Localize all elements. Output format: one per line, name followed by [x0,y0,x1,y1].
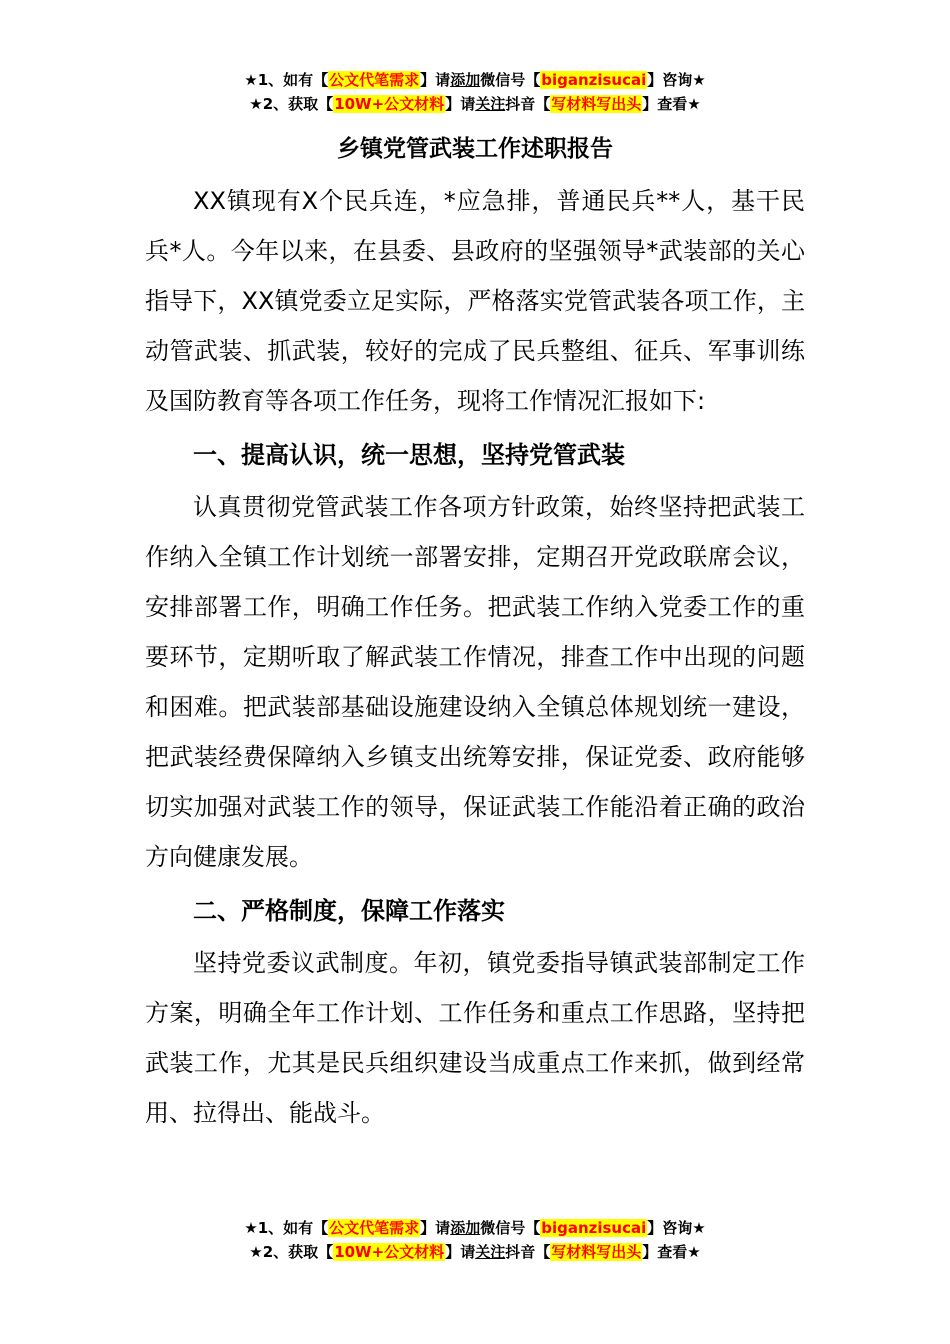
promo-text: 】查看★ [642,95,701,113]
promo-text: 】请 [445,1243,476,1261]
promo-highlight: 公文代笔需求 [329,71,420,89]
promo-highlight: 公文代笔需求 [329,1219,420,1237]
promo-line-2 [0,1240,950,1264]
promo-highlight: 写材料写出头 [551,1243,642,1261]
promo-line-1 [0,1216,950,1240]
promo-text: ★1、如有【 [244,1219,329,1237]
promo-text: 】咨询★ [647,1219,706,1237]
promo-line-1 [0,68,950,92]
promo-underlined: 关注 [475,95,506,113]
promo-underlined: 添加 [450,71,481,89]
promo-text: 】查看★ [642,1243,701,1261]
promo-text: 】请 [445,95,476,113]
document-body [145,176,805,1138]
promo-text: 】请 [420,1219,451,1237]
promo-text: ★2、获取【 [249,1243,334,1261]
section-2-heading: 二、严格制度，保障工作落实 [193,897,505,925]
promo-text: ★2、获取【 [249,95,334,113]
promo-underlined: 添加 [450,1219,481,1237]
promo-text: 微信号【 [480,71,541,89]
promo-highlight: biganzisucai [541,71,647,89]
promo-text: 微信号【 [480,1219,541,1237]
promo-text: 抖音【 [505,1243,551,1261]
promo-highlight: 写材料写出头 [551,95,642,113]
document-title: 乡镇党管武装工作述职报告 [337,136,613,162]
section-1-heading: 一、提高认识，统一思想，坚持党管武装 [193,441,625,469]
promo-text: ★1、如有【 [244,71,329,89]
promo-text: 】咨询★ [647,71,706,89]
section-2-paragraph: 坚持党委议武制度。年初，镇党委指导镇武装部制定工作方案，明确全年工作计划、工作任务和重点工作思路，坚持把武装工作，尤其是民兵组织建设当成重点工作来抓，做到经常用、拉得出、能战斗。 [145,949,805,1127]
promo-line-2 [0,92,950,116]
promo-banner-bottom [0,1216,950,1264]
promo-highlight: 10W+公文材料 [334,1243,445,1261]
promo-text: 抖音【 [505,95,551,113]
promo-highlight: biganzisucai [541,1219,647,1237]
intro-paragraph: XX镇现有X个民兵连，*应急排，普通民兵**人，基干民兵*人。今年以来，在县委、县政府的坚强领导*武装部的关心指导下，XX镇党委立足实际，严格落实党管武装各项工作，主动管武装、抓武装，较好的完成了民兵整组、征兵、军事训练及国防教育等各项工作任务，现将工作情况汇报如下: [145,187,805,415]
section-1-paragraph: 认真贯彻党管武装工作各项方针政策，始终坚持把武装工作纳入全镇工作计划统一部署安排，定期召开党政联席会议，安排部署工作，明确工作任务。把武装工作纳入党委工作的重要环节，定期听取了解武装工作情况，排查工作中出现的问题和困难。把武装部基础设施建设纳入全镇总体规划统一建设，把武装经费保障纳入乡镇支出统筹安排，保证党委、政府能够切实加强对武装工作的领导，保证武装工作能沿着正确的政治方向健康发展。 [145,493,805,871]
promo-text: 】请 [420,71,451,89]
promo-banner-top [0,68,950,116]
promo-highlight: 10W+公文材料 [334,95,445,113]
promo-underlined: 关注 [475,1243,506,1261]
